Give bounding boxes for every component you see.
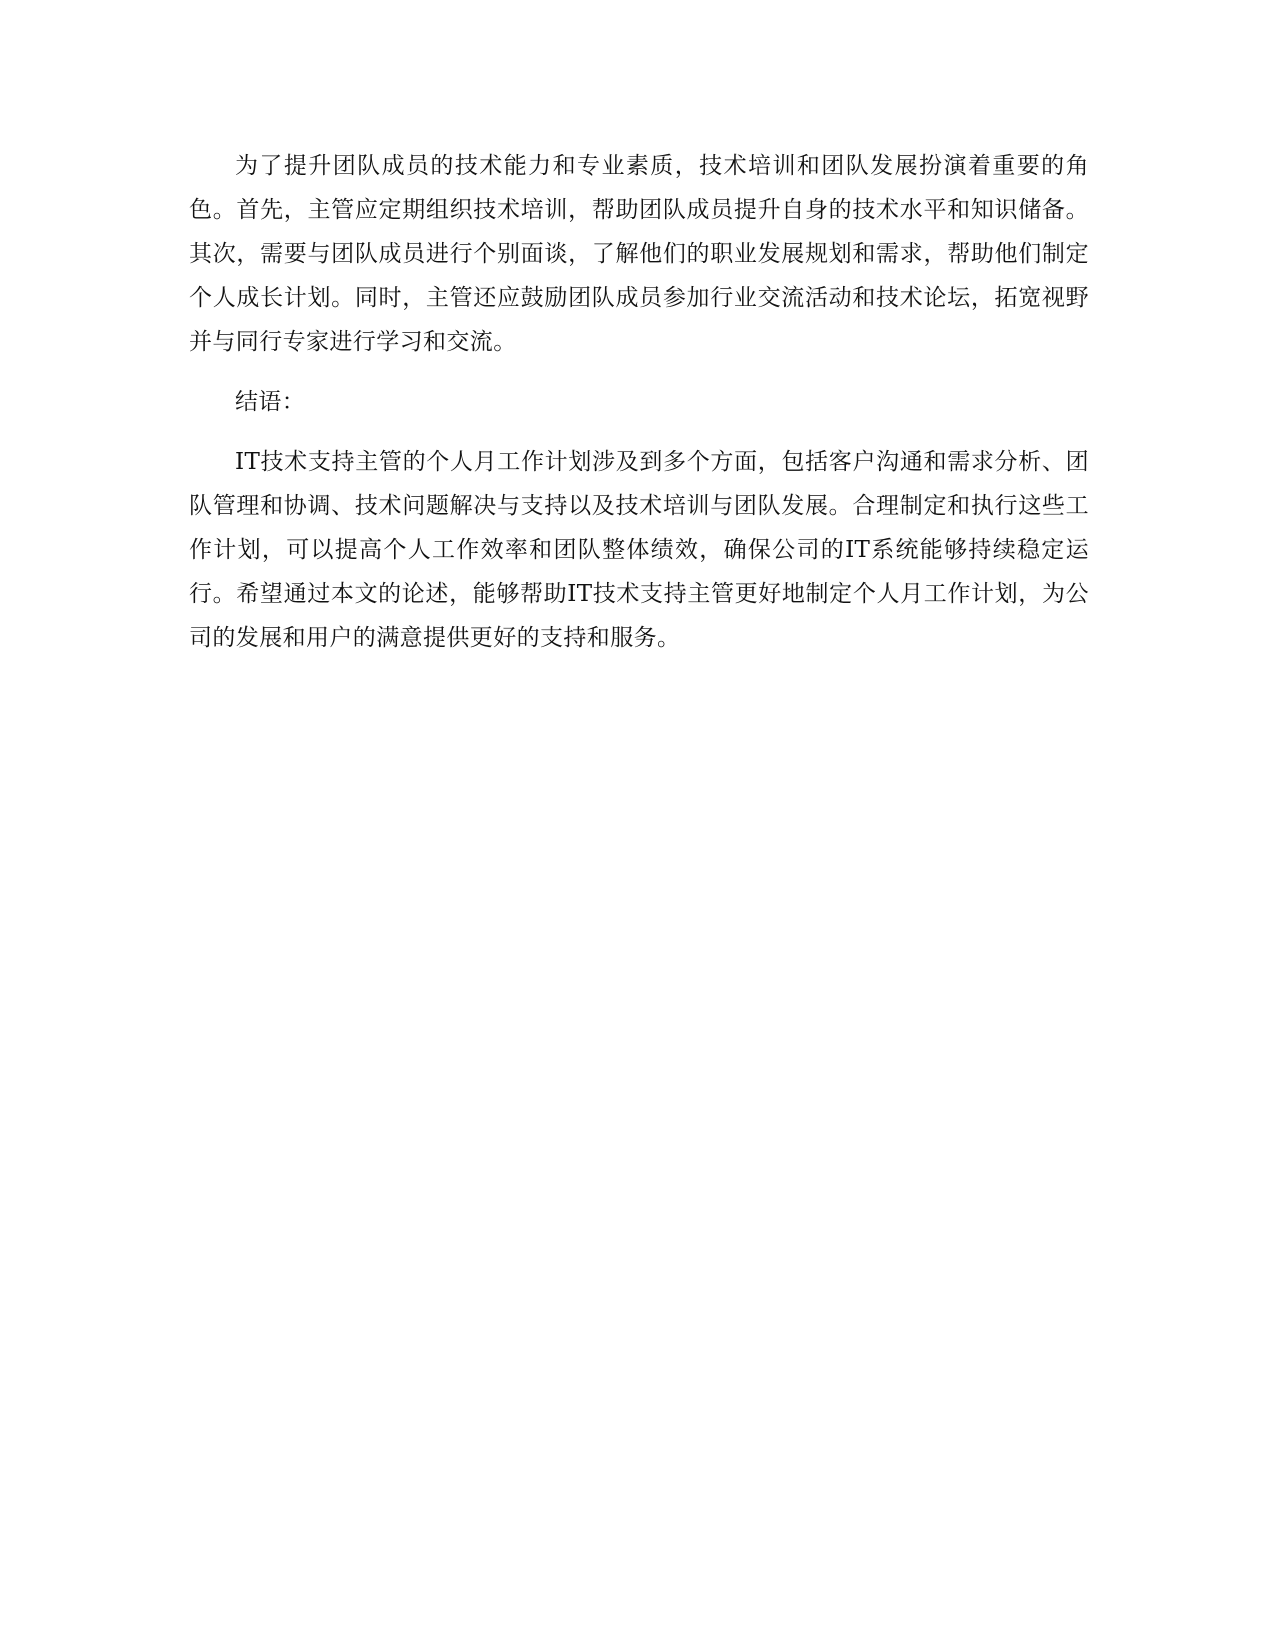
document-body [189, 144, 1089, 660]
paragraph-training: 为了提升团队成员的技术能力和专业素质，技术培训和团队发展扮演着重要的角色。首先，主管应定期组织技术培训，帮助团队成员提升自身的技术水平和知识储备。其次，需要与团队成员进行个别面谈，了解他们的职业发展规划和需求，帮助他们制定个人成长计划。同时，主管还应鼓励团队成员参加行业交流活动和技术论坛，拓宽视野并与同行专家进行学习和交流。 [189, 153, 1089, 355]
paragraph-conclusion: IT技术支持主管的个人月工作计划涉及到多个方面，包括客户沟通和需求分析、团队管理和协调、技术问题解决与支持以及技术培训与团队发展。合理制定和执行这些工作计划，可以提高个人工作效率和团队整体绩效，确保公司的IT系统能够持续稳定运行。希望通过本文的论述，能够帮助IT技术支持主管更好地制定个人月工作计划，为公司的发展和用户的满意提供更好的支持和服务。 [189, 449, 1089, 651]
section-heading-conclusion: 结语： [235, 389, 306, 415]
